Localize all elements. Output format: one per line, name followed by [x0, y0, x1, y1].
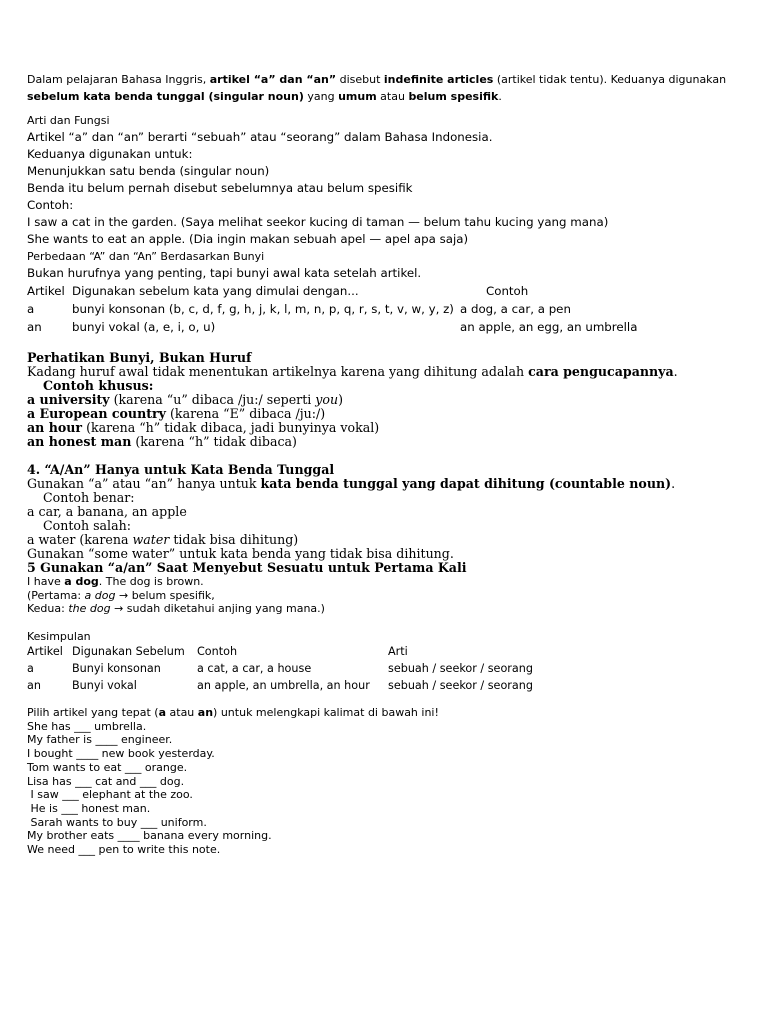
table-header-row — [27, 283, 637, 301]
table-cell: bunyi konsonan (b, c, d, f, g, h, j, k, l, m, n, p, q, r, s, t, v, w, y, z) — [72, 302, 454, 316]
table-cell: an — [27, 320, 42, 334]
bunyi-section: Perhatikan Bunyi, Bukan Huruf Kadang huruf awal tidak menentukan artikelnya karena yang dihitung adalah cara pengucapannya. Contoh khusus: a university (karena “u” dibaca /ju:/ seperti you) a European country (karena “E” dibaca /ju:/) an hour (karena “h” tidak dibaca, jadi bunyinya vokal) an honest man (karena “h” tidak dibaca) — [27, 350, 678, 449]
table-row — [27, 660, 533, 677]
section-heading-kesimpulan: Kesimpulan — [27, 630, 91, 643]
exercise-instruction: Pilih artikel yang tepat (a atau an) untuk melengkapi kalimat di bawah ini! — [27, 706, 439, 719]
arti-line: Benda itu belum pernah disebut sebelumnya atau belum spesifik — [27, 181, 413, 195]
table-header-cell: Artikel — [27, 284, 65, 298]
table-cell: Bunyi konsonan — [72, 662, 161, 675]
arti-lines — [27, 129, 608, 248]
table-header-cell: Contoh — [197, 645, 238, 658]
exercise-item: He is ___ honest man. — [27, 801, 151, 815]
exercise-item: Sarah wants to buy ___ uniform. — [27, 815, 207, 829]
section-heading-tunggal: 4. “A/An” Hanya untuk Kata Benda Tunggal — [27, 462, 335, 477]
arti-line: Keduanya digunakan untuk: — [27, 147, 193, 161]
arti-line: Contoh: — [27, 198, 74, 212]
arti-line: She wants to eat an apple. (Dia ingin makan sebuah apel — apel apa saja) — [27, 232, 469, 246]
exercise-item: I saw ___ elephant at the zoo. — [27, 788, 193, 802]
kesimpulan-table — [27, 643, 533, 694]
table-cell: sebuah / seekor / seorang — [388, 679, 533, 692]
table-header-cell: Digunakan sebelum kata yang dimulai dengan... — [72, 284, 359, 298]
table-cell: a dog, a car, a pen — [460, 302, 571, 316]
example-line: a European country (karena “E” dibaca /ju:/) — [27, 406, 326, 421]
table-cell: a cat, a car, a house — [197, 662, 312, 675]
exercise-item: My brother eats ____ banana every morning. — [27, 829, 272, 843]
example-line: an honest man (karena “h” tidak dibaca) — [27, 434, 297, 449]
exercise-item: My father is ____ engineer. — [27, 733, 173, 747]
table-cell: Bunyi vokal — [72, 679, 137, 692]
arti-line: Artikel “a” dan “an” berarti “sebuah” atau “seorang” dalam Bahasa Indonesia. — [27, 130, 493, 144]
arti-line: I saw a cat in the garden. (Saya melihat seekor kucing di taman — belum tahu kucing yang mana) — [27, 215, 609, 229]
perbedaan-note: Bukan hurufnya yang penting, tapi bunyi awal kata setelah artikel. — [27, 266, 422, 280]
table-cell: a — [27, 662, 34, 675]
exercise-item: Lisa has ___ cat and ___ dog. — [27, 774, 185, 788]
table-header-row — [27, 643, 533, 660]
table-header-cell: Artikel — [27, 645, 63, 658]
table-row — [27, 301, 637, 319]
table-header-cell: Arti — [388, 645, 408, 658]
section-heading-bunyi: Perhatikan Bunyi, Bukan Huruf — [27, 350, 252, 365]
section-heading-perbedaan: Perbedaan “A” dan “An” Berdasarkan Bunyi — [27, 250, 265, 263]
table-cell: an — [27, 679, 41, 692]
tunggal-section: 4. “A/An” Hanya untuk Kata Benda Tunggal Gunakan “a” atau “an” hanya untuk kata benda tunggal yang dapat dihitung (countable noun). Contoh benar: a car, a banana, an apple Contoh salah: a water (karena water tidak bisa dihitung) Gunakan “some water” untuk kata benda yang tidak bisa dihitung. — [27, 462, 676, 561]
table-cell: bunyi vokal (a, e, i, o, u) — [72, 320, 216, 334]
table-row — [27, 677, 533, 694]
arti-line: Menunjukkan satu benda (singular noun) — [27, 164, 270, 178]
example-line: a university (karena “u” dibaca /ju:/ seperti you) — [27, 392, 344, 407]
intro-paragraph: Dalam pelajaran Bahasa Inggris, artikel “a” dan “an” disebut indefinite articles (artikel tidak tentu). Keduanya digunakan sebelum kata benda tunggal (singular noun) yang umum atau belum spesifik. — [27, 73, 727, 103]
section-heading-pertama: 5 Gunakan “a/an” Saat Menyebut Sesuatu untuk Pertama Kali — [27, 560, 467, 575]
table-row — [27, 319, 637, 337]
pertama-lines: I have a dog. The dog is brown. (Pertama: a dog → belum spesifik, Kedua: the dog → sudah diketahui anjing yang mana.) — [27, 575, 325, 616]
exercise-item: We need ___ pen to write this note. — [27, 843, 221, 857]
table-header-cell: Digunakan Sebelum — [72, 645, 185, 658]
exercise-section — [27, 706, 439, 857]
example-line: an hour (karena “h” tidak dibaca, jadi bunyinya vokal) — [27, 420, 380, 435]
exercise-item: She has ___ umbrella. — [27, 719, 147, 733]
bunyi-table — [27, 283, 637, 337]
section-heading-arti: Arti dan Fungsi — [27, 114, 110, 127]
exercise-item: Tom wants to eat ___ orange. — [27, 760, 188, 774]
table-header-cell: Contoh — [486, 284, 529, 298]
exercise-item: I bought ____ new book yesterday. — [27, 747, 215, 761]
table-cell: a — [27, 302, 35, 316]
table-cell: an apple, an umbrella, an hour — [197, 679, 370, 692]
table-cell: an apple, an egg, an umbrella — [460, 320, 638, 334]
table-cell: sebuah / seekor / seorang — [388, 662, 533, 675]
